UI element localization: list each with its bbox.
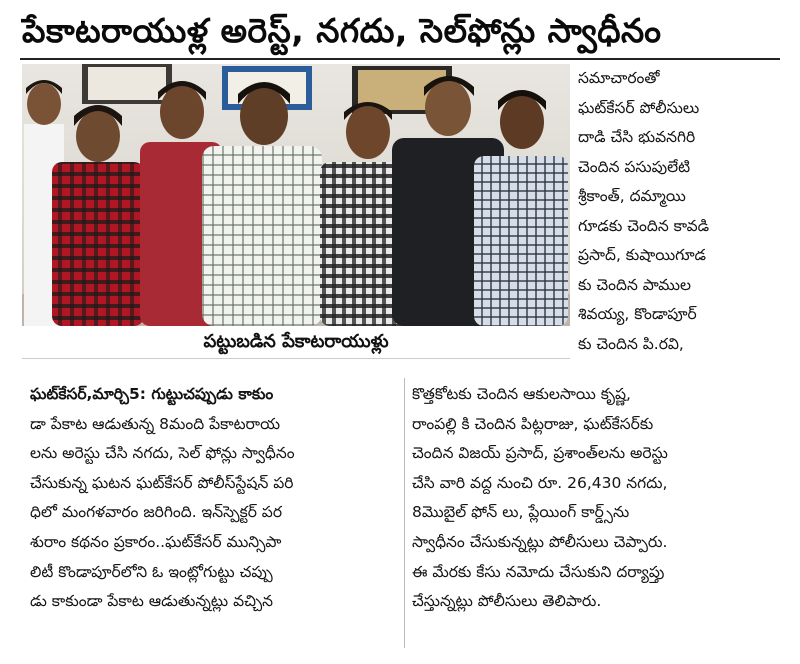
text-line: స్వాధీనం చేసుకున్నట్లు పోలీసులు చెప్పారు. <box>412 532 668 551</box>
text-line: 8మొబైల్ ఫోన్ లు, ప్లేయింగ్ కార్డ్స్‌ను <box>412 503 630 522</box>
text-line: దాడి చేసి భువనగిరి <box>578 128 696 146</box>
person <box>474 90 568 326</box>
left-column-bottom <box>30 380 400 617</box>
text-line: లను అరెస్టు చేసి నగదు, సెల్ ఫోన్లు స్వాధీనం <box>30 444 295 463</box>
text-line: కొత్తకోటకు చెందిన ఆకులసాయి కృష్ణ, <box>412 385 631 403</box>
news-photo <box>22 64 570 326</box>
text-line: చేసి వారి వద్ద నుంచి రూ. 26,430 నగదు, <box>412 473 668 492</box>
person <box>202 82 322 326</box>
headline-rule <box>20 58 780 60</box>
text-line: చేస్తున్నట్లు పోలీసులు తెలిపారు. <box>412 592 602 611</box>
text-line: ఘట్‌కేసర్ పోలీసులు <box>578 98 700 117</box>
person <box>52 105 144 326</box>
text-line: సమాచారంతో <box>578 69 660 87</box>
text-line: శురాం కథనం ప్రకారం..ఘట్‌కేసర్ మున్సిపా <box>30 532 282 551</box>
text-line: రాంపల్లి కి చెందిన పిట్లరాజు, ఘట్‌కేసర్‌కు <box>412 414 654 433</box>
text-line: శివయ్య, కొండాపూర్ <box>578 305 697 323</box>
arrested-men-photo <box>22 64 570 326</box>
text-line: ఘట్‌కేసర్,మార్చి5: గుట్టుచప్పుడు కాకుం <box>30 385 274 403</box>
text-line: చెందిన విజయ్ ప్రసాద్, ప్రశాంత్‌లను అరెస్టు <box>412 444 668 463</box>
text-line: గూడకు చెందిన కావడి <box>578 216 710 235</box>
photo-caption: పట్టుబడిన పేకాటరాయుళ్లు <box>22 326 570 359</box>
right-column-bottom <box>412 380 782 617</box>
text-line: కు చెందిన పి.రవి, <box>578 334 684 353</box>
headline: పేకాటరాయుళ్ల అరెస్ట్, నగదు, సెల్‌ఫోన్లు స్వాధీనం <box>22 11 662 50</box>
text-line: డు కాకుండా పేకాట ఆడుతున్నట్లు వచ్చిన <box>30 592 274 611</box>
text-line: శ్రీకాంత్, దమ్మాయి <box>578 187 686 205</box>
right-column-top <box>578 64 783 359</box>
text-line: చేసుకున్న ఘటన ఘట్‌కేసర్ పోలీస్‌స్టేషన్ పరి <box>30 473 294 492</box>
column-divider <box>404 378 405 648</box>
text-line: కు చెందిన పాముల <box>578 275 692 294</box>
text-line: ఈ మేరకు కేసు నమోదు చేసుకుని దర్యాప్తు <box>412 562 665 581</box>
text-line: లిటీ కొండాపూర్‌లోని ఓ ఇంట్లోగుట్టు చప్పు <box>30 562 273 581</box>
text-line: డా పేకాట ఆడుతున్న 8మంది పేకాటరాయ <box>30 414 280 433</box>
text-line: ప్రసాద్, కుషాయిగూడ <box>578 246 707 264</box>
text-line: ధిలో మంగళవారం జరిగింది. ఇన్‌స్పెక్టర్ పర <box>30 503 283 522</box>
text-line: చెందిన పసుపులేటి <box>578 157 691 176</box>
